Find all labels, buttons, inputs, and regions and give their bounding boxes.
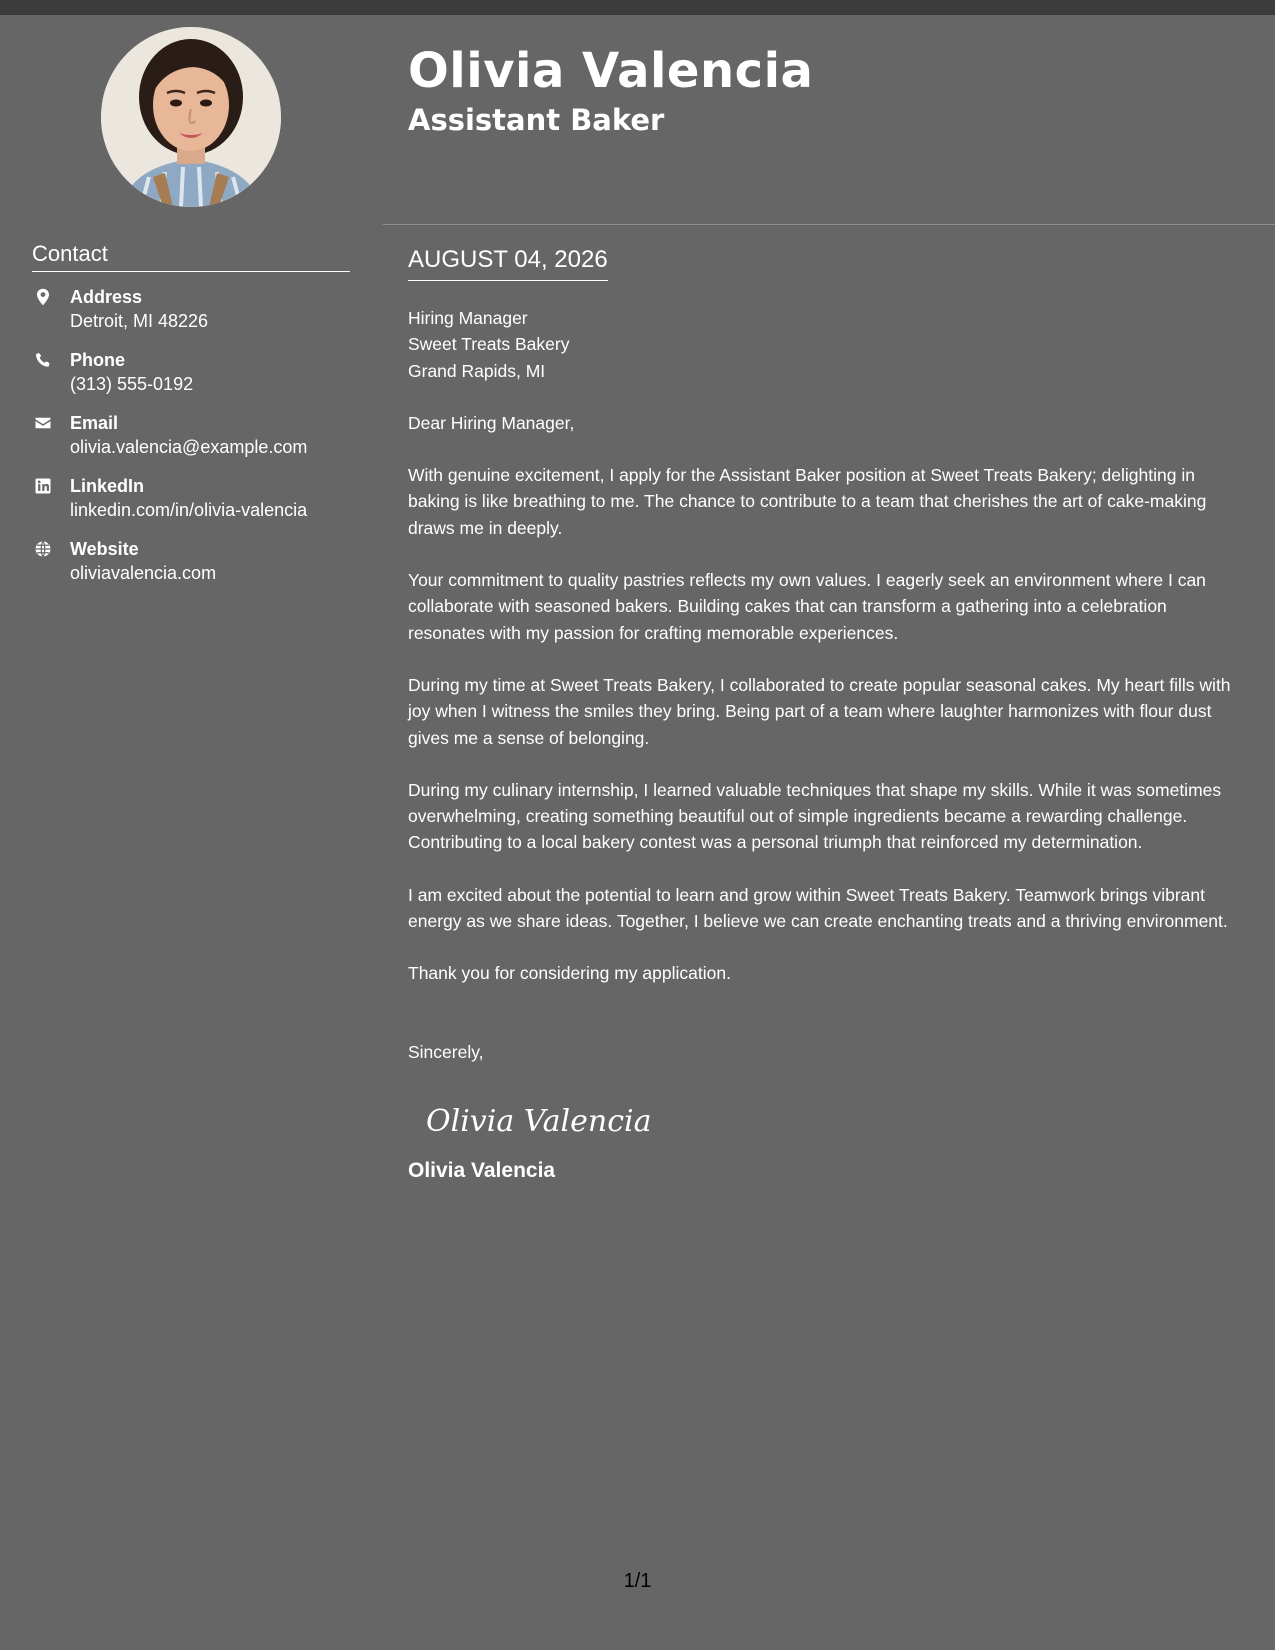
signature-text: Olivia Valencia [426,1103,652,1139]
applicant-name: Olivia Valencia [408,43,814,99]
letter-paragraph: During my time at Sweet Treats Bakery, I collaborated to create popular seasonal cakes. My heart fills with joy when I witness the smiles they bring. Being part of a team where laughter harmonizes with flour dust gives me a sense of belonging. [408,674,1231,748]
signature [424,1093,1240,1143]
contact-item-linkedin [32,474,362,537]
page-number: 1/1 [623,1570,652,1592]
phone-value[interactable]: (313) 555-0192 [70,374,194,394]
email-value[interactable]: olivia.valencia@example.com [70,437,308,457]
top-bar [0,0,1275,15]
recipient-line: Hiring Manager [408,308,528,328]
contact-item-phone [32,348,362,411]
header-divider [383,224,1275,225]
letter-body [408,305,1240,1185]
address-value: Detroit, MI 48226 [70,311,209,331]
sidebar [0,15,383,1650]
letter-paragraph: During my culinary internship, I learned valuable techniques that shape my skills. While it was sometimes overwhelming, creating something beautiful out of simple ingredients became a rewarding challenge. Contributing to a local bakery contest was a personal triumph that reinforced my determination. [408,779,1222,853]
closing: Sincerely, [408,1041,484,1062]
map-pin-icon [34,288,52,306]
contact-label: LinkedIn [70,476,145,496]
letter-paragraph: Your commitment to quality pastries reflects my own values. I eagerly seek an environment where I can collaborate with seasoned bakers. Building cakes that can transform a gathering into a celebration resonates with my passion for crafting memorable experiences. [408,570,1206,643]
phone-icon [34,351,52,369]
recipient-line: Sweet Treats Bakery [408,334,570,355]
linkedin-icon [34,477,52,495]
letter-column [383,15,1275,1650]
recipient-block [408,305,1240,384]
contact-item-website [32,537,362,600]
contact-label: Website [70,539,139,559]
salutation: Dear Hiring Manager, [408,412,575,433]
contact-list [32,285,362,600]
contact-label: Phone [70,350,126,370]
avatar [101,27,281,207]
website-value[interactable]: oliviavalencia.com [70,563,217,583]
globe-icon [34,540,52,558]
contact-heading: Contact [32,241,350,272]
contact-item-email [32,411,362,474]
letter-paragraph: Thank you for considering my application. [408,963,731,984]
contact-label: Email [70,413,119,433]
envelope-icon [34,414,52,432]
contact-item-address [32,285,362,348]
avatar-portrait-icon [101,27,281,207]
letter-paragraph: I am excited about the potential to learn and grow within Sweet Treats Bakery. Teamwork brings vibrant energy as we share ideas. Together, I believe we can create enchanting treats and a thriving environment. [408,884,1228,932]
applicant-role: Assistant Baker [408,103,665,137]
signer-name: Olivia Valencia [408,1158,556,1182]
letter-date: AUGUST 04, 2026 [408,245,608,281]
recipient-line: Grand Rapids, MI [408,360,546,381]
linkedin-value[interactable]: linkedin.com/in/olivia-valencia [70,500,308,520]
letter-paragraph: With genuine excitement, I apply for the Assistant Baker position at Sweet Treats Bakery; delighting in baking is like breathing to me. The chance to contribute to a team that cherishes the art of cake-making draws me in deeply. [408,465,1207,538]
signature-icon [424,1093,664,1143]
contact-label: Address [70,287,143,307]
